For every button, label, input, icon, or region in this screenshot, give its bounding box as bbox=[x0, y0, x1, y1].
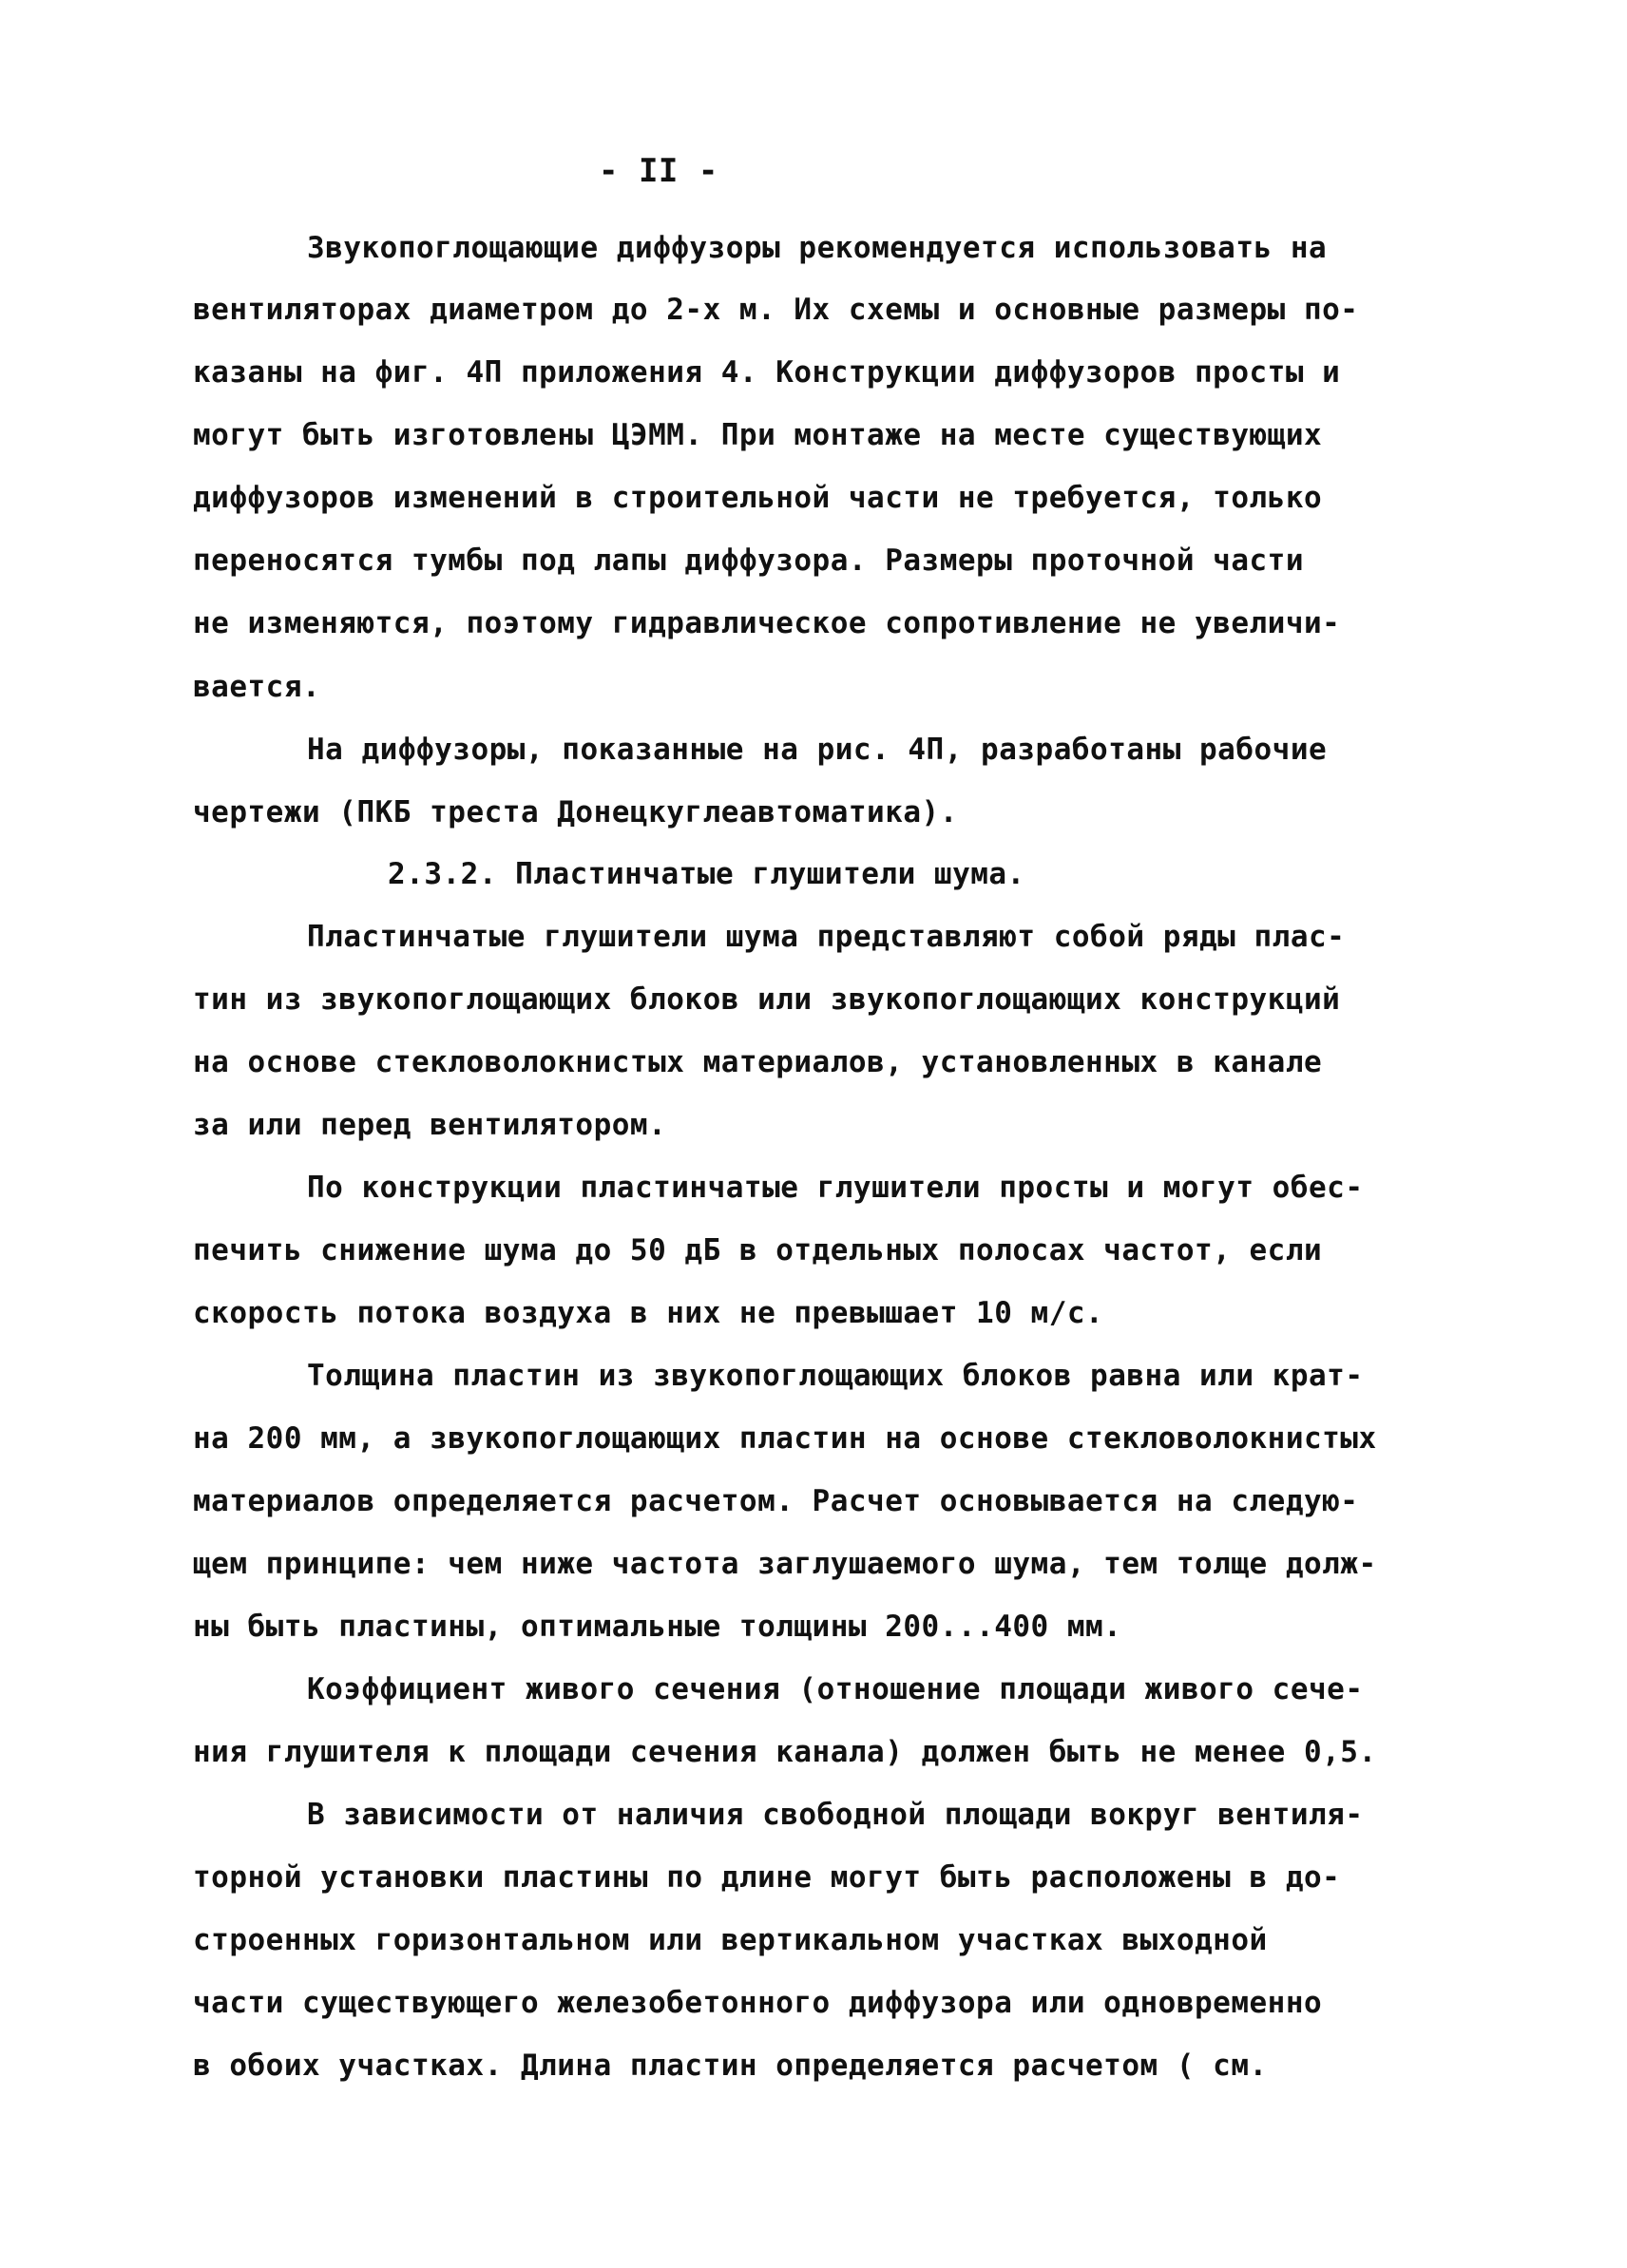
text-line: вентиляторах диаметром до 2-х м. Их схемы и основные размеры по- bbox=[193, 293, 1359, 327]
page-number: - II - bbox=[599, 152, 718, 190]
text-line: По конструкции пластинчатые глушители просты и могут обес- bbox=[307, 1171, 1364, 1205]
text-line: тин из звукопоглощающих блоков или звукопоглощающих конструкций bbox=[193, 982, 1341, 1017]
text-line: ния глушителя к площади сечения канала) должен быть не менее 0,5. bbox=[193, 1735, 1377, 1769]
text-line: на основе стекловолокнистых материалов, установленных в канале bbox=[193, 1045, 1323, 1079]
text-line: щем принципе: чем ниже частота заглушаемого шума, тем толще долж- bbox=[193, 1547, 1377, 1581]
text-line: печить снижение шума до 50 дБ в отдельных полосах частот, если bbox=[193, 1233, 1323, 1267]
text-line: торной установки пластины по длине могут быть расположены в до- bbox=[193, 1860, 1341, 1895]
text-line: Толщина пластин из звукопоглощающих блоков равна или крат- bbox=[307, 1359, 1364, 1393]
text-line: части существующего железобетонного диффузора или одновременно bbox=[193, 1986, 1323, 2020]
text-line: скорость потока воздуха в них не превышает 10 м/с. bbox=[193, 1296, 1104, 1330]
text-line: ны быть пластины, оптимальные толщины 200...400 мм. bbox=[193, 1610, 1122, 1644]
text-line: диффузоров изменений в строительной части не требуется, только bbox=[193, 481, 1323, 515]
section-heading: 2.3.2. Пластинчатые глушители шума. bbox=[388, 857, 1025, 891]
text-line: на 200 мм, а звукопоглощающих пластин на основе стекловолокнистых bbox=[193, 1421, 1377, 1456]
text-line: Пластинчатые глушители шума представляют собой ряды плас- bbox=[307, 920, 1346, 954]
text-line: На диффузоры, показанные на рис. 4П, разработаны рабочие bbox=[307, 733, 1328, 767]
text-line: казаны на фиг. 4П приложения 4. Конструкции диффузоров просты и bbox=[193, 355, 1341, 390]
text-line: Коэффициент живого сечения (отношение площади живого сече- bbox=[307, 1672, 1364, 1706]
text-line: не изменяются, поэтому гидравлическое сопротивление не увеличи- bbox=[193, 606, 1341, 640]
text-line: за или перед вентилятором. bbox=[193, 1108, 667, 1142]
text-line: В зависимости от наличия свободной площади вокруг вентиля- bbox=[307, 1798, 1364, 1832]
text-line: Звукопоглощающие диффузоры рекомендуется использовать на bbox=[307, 231, 1328, 265]
text-line: строенных горизонтальном или вертикальном участках выходной bbox=[193, 1923, 1268, 1957]
text-line: могут быть изготовлены ЦЭММ. При монтаже на месте существующих bbox=[193, 418, 1323, 452]
text-line: переносятся тумбы под лапы диффузора. Размеры проточной части bbox=[193, 543, 1304, 578]
text-line: вается. bbox=[193, 670, 321, 704]
text-line: чертежи (ПКБ треста Донецкуглеавтоматика). bbox=[193, 795, 958, 829]
text-line: в обоих участках. Длина пластин определяется расчетом ( см. bbox=[193, 2049, 1268, 2083]
text-line: материалов определяется расчетом. Расчет основывается на следую- bbox=[193, 1484, 1359, 1518]
